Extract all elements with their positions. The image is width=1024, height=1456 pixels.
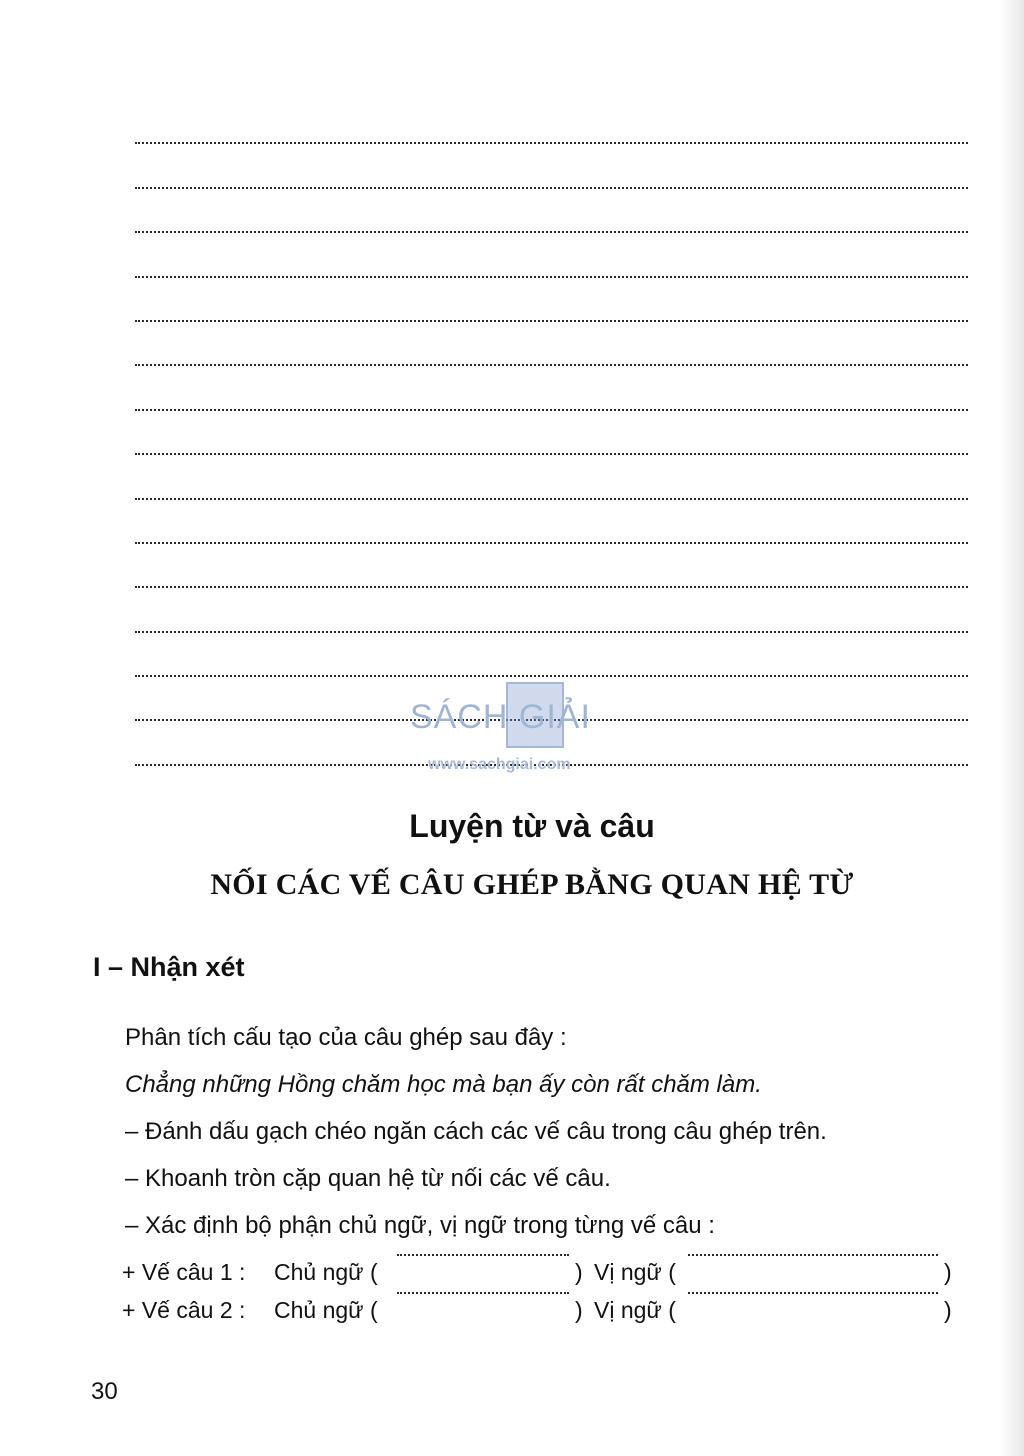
clause-label: + Vế câu 2 : [122,1297,246,1323]
predicate-label: Vị ngữ ( [594,1259,676,1285]
answer-line[interactable] [135,633,968,677]
answer-line[interactable] [135,455,968,499]
answer-line[interactable] [135,544,968,588]
subject-close-paren: ) [575,1259,583,1285]
subject-fill-blank[interactable] [397,1254,569,1256]
answer-line[interactable] [135,500,968,544]
answer-line[interactable] [135,366,968,410]
predicate-label: Vị ngữ ( [594,1297,676,1323]
section-heading: I – Nhận xét [93,952,245,982]
predicate-close-paren: ) [944,1297,952,1323]
exercise-intro: Phân tích cấu tạo của câu ghép sau đây : [125,1024,567,1051]
task-item: – Đánh dấu gạch chéo ngăn cách các vế câu trong câu ghép trên. [125,1118,827,1145]
answer-line[interactable] [135,411,968,455]
answer-line[interactable] [135,100,968,144]
answer-line[interactable] [135,189,968,233]
answer-line[interactable] [135,278,968,322]
parse-row-clause-1 [122,1254,962,1290]
answer-lines [135,100,968,766]
watermark-url: www.sachgiai.com [428,756,571,773]
lesson-title: NỐI CÁC VẾ CÂU GHÉP BẰNG QUAN HỆ TỪ [210,868,854,901]
subject-label: Chủ ngữ ( [274,1297,378,1323]
clause-label: + Vế câu 1 : [122,1259,246,1285]
task-item: – Khoanh tròn cặp quan hệ từ nối các vế câu. [125,1165,611,1192]
exercise [125,1020,985,1255]
answer-line[interactable] [135,144,968,188]
page-number: 30 [91,1378,118,1405]
answer-line[interactable] [135,322,968,366]
predicate-fill-blank[interactable] [688,1292,938,1294]
subject-label: Chủ ngữ ( [274,1259,378,1285]
subject-fill-blank[interactable] [397,1292,569,1294]
predicate-close-paren: ) [944,1259,952,1285]
answer-line[interactable] [135,233,968,277]
lesson-heading: Luyện từ và câu [409,808,655,844]
subject-close-paren: ) [575,1297,583,1323]
example-sentence: Chẳng những Hồng chăm học mà bạn ấy còn rất chăm làm. [125,1071,762,1098]
answer-line[interactable] [135,588,968,632]
watermark-logo: SÁCH GIẢI [410,698,591,736]
task-item: – Xác định bộ phận chủ ngữ, vị ngữ trong từng vế câu : [125,1212,715,1239]
watermark [410,680,620,780]
page-edge [998,0,1024,1456]
parse-row-clause-2 [122,1292,962,1328]
predicate-fill-blank[interactable] [688,1254,938,1256]
